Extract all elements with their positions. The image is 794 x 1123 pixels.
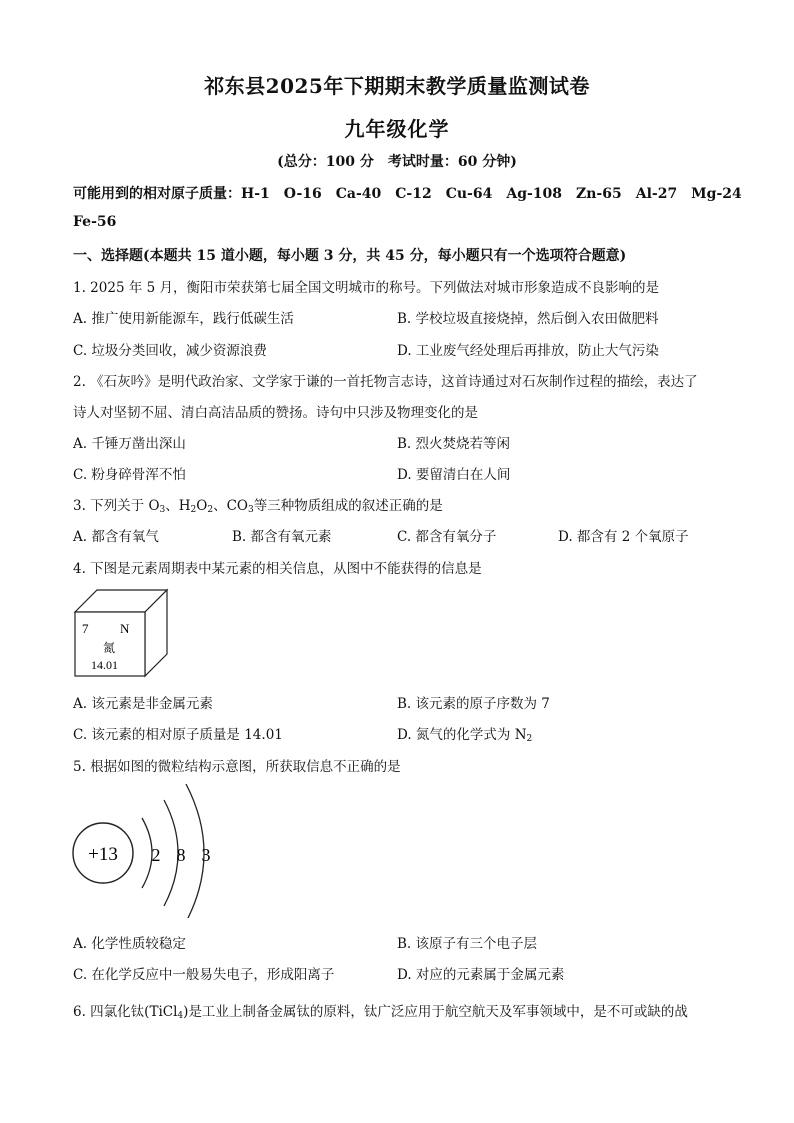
shell-1-electrons: 2 bbox=[151, 845, 161, 865]
q1-option-d: D. 工业废气经处理后再排放，防止大气污染 bbox=[397, 343, 659, 359]
q2-option-a: A. 千锤万凿出深山 bbox=[73, 436, 186, 452]
exam-info: (总分：100 分 考试时量：60 分钟) bbox=[277, 154, 517, 170]
shell-3-electrons: 3 bbox=[201, 845, 211, 865]
q5-stem: 5. 根据如图的微粒结构示意图，所获取信息不正确的是 bbox=[73, 759, 401, 775]
q2-stem-line1: 2. 《石灰吟》是明代政治家、文学家于谦的一首托物言志诗，这首诗通过对石灰制作过程的描绘，表达了 bbox=[73, 374, 698, 390]
q5-option-a: A. 化学性质较稳定 bbox=[73, 936, 186, 952]
cell-atomic-number: 7 bbox=[82, 621, 89, 636]
q1-stem: 1. 2025 年 5 月，衡阳市荣获第七届全国文明城市的称号。下列做法对城市形象造成不良影响的是 bbox=[73, 280, 659, 296]
q1-option-a: A. 推广使用新能源车，践行低碳生活 bbox=[73, 311, 294, 327]
q2-option-c: C. 粉身碎骨浑不怕 bbox=[73, 467, 186, 483]
section-heading: 一、选择题(本题共 15 道小题，每小题 3 分，共 45 分，每小题只有一个选项符合题意) bbox=[73, 248, 627, 264]
nucleus-charge: +13 bbox=[88, 844, 118, 865]
cell-name: 氮 bbox=[103, 641, 116, 655]
q2-option-b: B. 烈火焚烧若等闲 bbox=[397, 436, 511, 452]
q6-formula: (TiCl$_4$) bbox=[144, 1004, 189, 1021]
q1-option-b: B. 学校垃圾直接烧掉，然后倒入农田做肥料 bbox=[397, 311, 659, 327]
q2-option-d: D. 要留清白在人间 bbox=[397, 467, 511, 483]
exam-title: 祁东县2025年下期期末教学质量监测试卷 bbox=[204, 74, 590, 98]
q4-stem: 4. 下图是元素周期表中某元素的相关信息，从图中不能获得的信息是 bbox=[73, 561, 482, 577]
exam-subject: 九年级化学 bbox=[344, 117, 450, 141]
element-cell-figure bbox=[73, 588, 173, 680]
q4-option-b: B. 该元素的原子序数为 7 bbox=[397, 696, 550, 712]
q3-stem: 3. 下列关于 $O_3$、$H_2O_2$、$CO_3$等三种物质组成的叙述正确的是 bbox=[73, 498, 443, 515]
q1-option-c: C. 垃圾分类回收，减少资源浪费 bbox=[73, 343, 267, 359]
q2-stem-line2: 诗人对坚韧不屈、清白高洁品质的赞扬。诗句中只涉及物理变化的是 bbox=[73, 405, 478, 421]
q5-option-d: D. 对应的元素属于金属元素 bbox=[397, 967, 565, 983]
atomic-masses-line1: 可能用到的相对原子质量：H-1 O-16 Ca-40 C-12 Cu-64 Ag-108 Zn-65 Al-27 Mg-24 bbox=[73, 186, 742, 202]
q3-option-a: A. 都含有氧气 bbox=[73, 529, 159, 545]
q3-option-d: D. 都含有 2 个氧原子 bbox=[558, 529, 689, 545]
atom-structure-figure bbox=[70, 778, 230, 918]
q6-stem: 6. 四氯化钛(TiCl$_4$)是工业上制备金属钛的原料，钛广泛应用于航空航天及军事领域中，是不可或缺的战 bbox=[73, 1004, 688, 1021]
q3-option-c: C. 都含有氧分子 bbox=[397, 529, 497, 545]
q3-option-b: B. 都含有氧元素 bbox=[232, 529, 332, 545]
q4-option-a: A. 该元素是非金属元素 bbox=[73, 696, 213, 712]
cell-symbol: N bbox=[120, 621, 130, 636]
q4-option-c: C. 该元素的相对原子质量是 14.01 bbox=[73, 727, 283, 743]
atomic-masses-line2: Fe-56 bbox=[73, 214, 117, 230]
q5-option-c: C. 在化学反应中一般易失电子，形成阳离子 bbox=[73, 967, 335, 983]
q4-option-d: D. 氮气的化学式为 $N_2$ bbox=[397, 727, 533, 744]
shell-2-electrons: 8 bbox=[176, 845, 186, 865]
cell-mass: 14.01 bbox=[91, 658, 118, 672]
q5-option-b: B. 该原子有三个电子层 bbox=[397, 936, 538, 952]
